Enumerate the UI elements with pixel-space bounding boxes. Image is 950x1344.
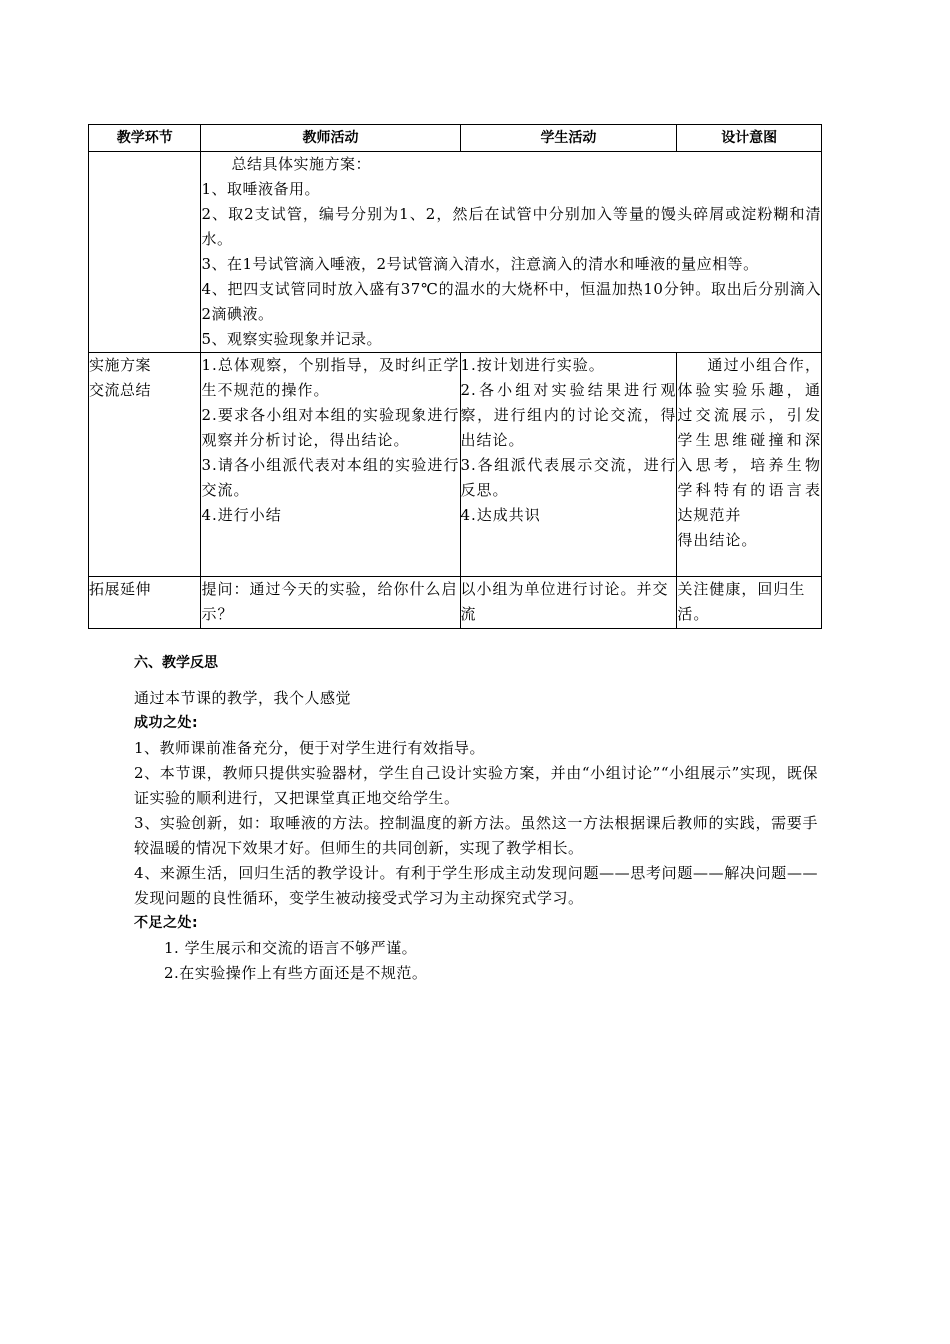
deficiency-heading: 不足之处: (134, 915, 199, 931)
lesson-plan-table (88, 124, 822, 629)
stage-label-line: 交流总结 (89, 381, 152, 399)
plan-step: 1、取唾液备用。 (201, 180, 320, 198)
reflection-body (134, 686, 818, 986)
stage-cell-extension: 拓展延伸 (89, 577, 201, 629)
success-heading: 成功之处: (134, 715, 199, 731)
success-item: 3、实验创新，如：取唾液的方法。控制温度的新方法。虽然这一方法根据课后教师的实践，需要手较温暖的情况下效果才好。但师生的共同创新，实现了教学相长。 (134, 814, 818, 857)
table-row-implementation (89, 353, 822, 577)
teacher-activity-cell (201, 353, 460, 577)
success-item: 2、本节课，教师只提供实验器材，学生自己设计实验方案，并由“小组讨论”“小组展示”实现，既保证实验的顺利进行，又把课堂真正地交给学生。 (134, 764, 818, 807)
header-stage: 教学环节 (89, 125, 201, 152)
plan-title: 总结具体实施方案： (231, 155, 371, 173)
student-item: 3.各组派代表展示交流，进行反思。 (460, 456, 677, 499)
extension-student-cell: 以小组为单位进行讨论。并交流 (460, 577, 677, 629)
stage-cell-empty (89, 152, 201, 353)
intent-text-tail: 得出结论。 (677, 531, 758, 549)
teacher-item: 4.进行小结 (201, 506, 282, 524)
teacher-item: 3.请各小组派代表对本组的实验进行交流。 (201, 456, 460, 499)
intent-text: 通过小组合作，体验实验乐趣，通过交流展示，引发学生思维碰撞和深入思考，培养生物学科特有的语言表达规范并 (677, 356, 821, 524)
plan-step: 3、在1号试管滴入唾液，2号试管滴入清水，注意滴入的清水和唾液的量应相等。 (201, 255, 759, 273)
plan-step: 4、把四支试管同时放入盛有37℃的温水的大烧杯中，恒温加热10分钟。取出后分别滴入2滴碘液。 (201, 280, 821, 323)
extension-teacher-cell: 提问：通过今天的实验，给你什么启示？ (201, 577, 460, 629)
success-item: 4、来源生活，回归生活的教学设计。有利于学生形成主动发现问题——思考问题——解决问题——发现问题的良性循环，变学生被动接受式学习为主动探究式学习。 (134, 864, 818, 907)
student-item: 4.达成共识 (460, 506, 541, 524)
success-item: 1、教师课前准备充分，便于对学生进行有效指导。 (134, 739, 486, 757)
design-intent-cell (677, 353, 822, 577)
deficiency-list (134, 936, 818, 986)
table-header-row (89, 125, 822, 152)
section-title: 六、教学反思 (134, 655, 218, 671)
table-row-plan (89, 152, 822, 353)
deficiency-item: 2.在实验操作上有些方面还是不规范。 (164, 964, 428, 982)
plan-step: 5、观察实验现象并记录。 (201, 330, 382, 348)
stage-cell-implementation (89, 353, 201, 577)
student-item: 2.各小组对实验结果进行观察，进行组内的讨论交流，得出结论。 (460, 381, 677, 449)
student-activity-cell (460, 353, 677, 577)
teacher-item: 1.总体观察，个别指导，及时纠正学生不规范的操作。 (201, 356, 460, 399)
deficiency-item: 1. 学生展示和交流的语言不够严谨。 (164, 939, 418, 957)
header-student-activity: 学生活动 (460, 125, 677, 152)
header-teacher-activity: 教师活动 (201, 125, 460, 152)
teacher-item: 2.要求各小组对本组的实验现象进行观察并分析讨论，得出结论。 (201, 406, 460, 449)
student-item: 1.按计划进行实验。 (460, 356, 605, 374)
table-row-extension (89, 577, 822, 629)
plan-step: 2、取2支试管，编号分别为1、2，然后在试管中分别加入等量的馒头碎屑或淀粉糊和清水。 (201, 205, 821, 248)
reflection-intro: 通过本节课的教学，我个人感觉 (134, 689, 352, 707)
header-design-intent: 设计意图 (677, 125, 822, 152)
plan-summary-cell (201, 152, 822, 353)
extension-intent-cell: 关注健康，回归生活。 (677, 577, 822, 629)
stage-label-line: 实施方案 (89, 356, 152, 374)
